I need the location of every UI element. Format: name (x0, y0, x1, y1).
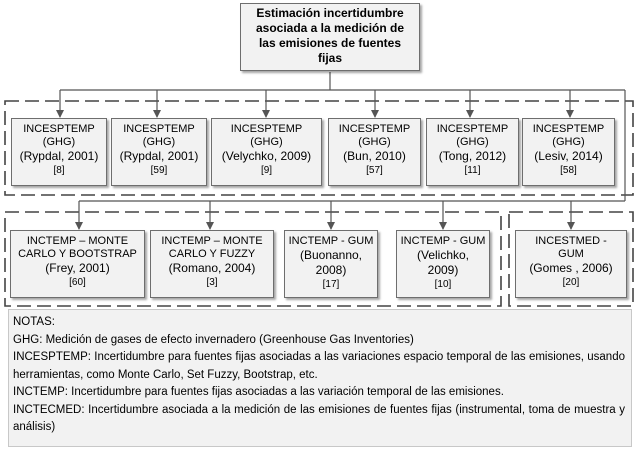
node-ref: (Velychko, 2009) (221, 149, 312, 163)
node-abbr: INCESPTEMP (23, 123, 95, 135)
node-ghg: (GHG) (42, 136, 76, 148)
node-ref: 2008) (315, 263, 347, 277)
node-number: [17] (322, 279, 340, 290)
node-inctemp-romano (150, 230, 274, 298)
node-name-line-1: INCTEMP – MONTE (26, 235, 129, 247)
node-ghg: (GHG) (552, 136, 585, 148)
node-name-line-1: INCTEMP - GUM (400, 235, 486, 247)
node-number: [10] (434, 279, 452, 290)
node-number: [59] (150, 165, 168, 176)
node-name-line-1: INCTEMP – MONTE (161, 235, 263, 247)
root-node (240, 3, 420, 71)
note-ghg: GHG: Medición de gases de efecto invernadero (Greenhouse Gas Inventories) (13, 333, 414, 346)
node-incesptemp-rypdal-59 (111, 118, 207, 186)
note-incesptemp: INCESPTEMP: Incertidumbre para fuentes fijas asociadas a las variaciones espacio temporal de las emisiones, usando herramientas, como Monte Carlo, Set Fuzzy, Bootstrap, etc. (13, 351, 625, 381)
node-incestmed-gomes (515, 230, 627, 298)
node-ghg: (GHG) (250, 136, 283, 148)
node-ref: (Rypdal, 2001) (19, 149, 99, 163)
node-number: [9] (260, 165, 273, 176)
node-number: [58] (560, 165, 577, 176)
node-ref: (Rypdal, 2001) (119, 149, 199, 163)
node-incesptemp-rypdal-8 (11, 118, 107, 186)
note-inctemp: INCTEMP: Incertidumbre para fuentes fijas asociadas a las variación temporal de las emisiones. (13, 386, 504, 398)
node-ref: (Romano, 2004) (168, 261, 256, 275)
node-ref: (Lesiv, 2014) (534, 149, 603, 163)
root-line-4: fijas (317, 51, 342, 65)
node-inctemp-buonanno (284, 230, 378, 298)
node-ref: (Bun, 2010) (343, 149, 406, 163)
node-inctemp-frey (10, 230, 145, 298)
node-ref: 2009) (427, 263, 459, 277)
node-ghg: (GHG) (142, 136, 176, 148)
node-abbr: INCESPTEMP (338, 123, 411, 135)
node-number: [11] (464, 165, 481, 176)
root-line-1: Estimación incertidumbre (256, 6, 404, 20)
node-incesptemp-velychko (211, 118, 322, 186)
node-abbr: INCESPTEMP (230, 123, 303, 135)
node-abbr: INCESPTEMP (532, 123, 605, 135)
note-inctecmed: INCTECMED: Incertidumbre asociada a la medición de las emisiones de fuentes fijas (instrumental, toma de muestra y análisis) (13, 403, 625, 433)
node-ref: (Frey, 2001) (45, 261, 110, 275)
node-ref: (Tong, 2012) (438, 149, 507, 163)
node-incesptemp-lesiv (522, 118, 615, 186)
node-abbr: INCESPTEMP (436, 123, 509, 135)
node-number: [8] (53, 165, 65, 176)
node-name-line-2: GUM (558, 248, 584, 260)
node-name-line-1: INCESTMED - (535, 235, 607, 247)
node-name-line-2: CARLO Y FUZZY (168, 248, 256, 260)
node-abbr: INCESPTEMP (123, 123, 195, 135)
node-ghg: (GHG) (358, 136, 391, 148)
node-number: [57] (366, 165, 383, 176)
node-inctemp-velichko (396, 230, 490, 298)
node-number: [3] (206, 277, 218, 288)
root-line-2: asociada a la medición de (255, 21, 405, 35)
notes-title: NOTAS: (13, 316, 55, 328)
node-ref: (Gomes , 2006) (529, 261, 613, 275)
node-number: [60] (69, 277, 86, 288)
node-name-line-2: CARLO Y BOOTSTRAP (18, 248, 137, 260)
node-name-line-2: (Buonanno, (299, 248, 363, 262)
node-number: [20] (562, 277, 580, 288)
notes-panel (8, 309, 632, 447)
node-incesptemp-tong (426, 118, 519, 186)
node-incesptemp-bun (328, 118, 421, 186)
root-line-3: las emisiones de fuentes (258, 36, 402, 50)
node-name-line-2: (Velichko, (416, 248, 470, 262)
node-ghg: (GHG) (456, 136, 489, 148)
node-name-line-1: INCTEMP - GUM (288, 235, 374, 247)
